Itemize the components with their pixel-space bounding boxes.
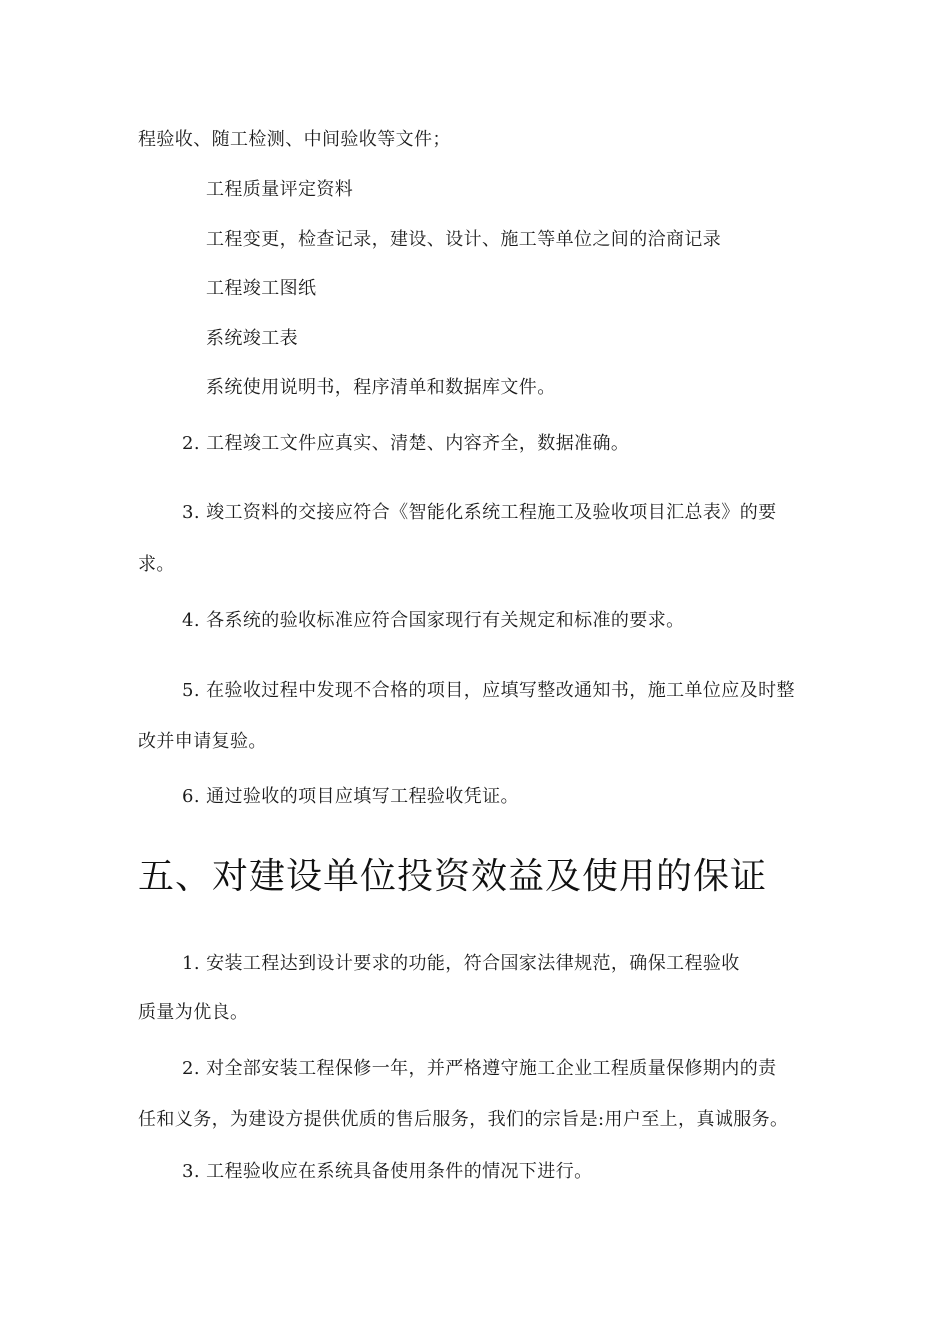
list-item-3-continued: 求。	[138, 554, 175, 575]
section-item-2: 2. 对全部安装工程保修一年，并严格遵守施工企业工程质量保修期内的责	[182, 1058, 777, 1079]
section-item-1-continued: 质量为优良。	[138, 1002, 249, 1023]
list-item-5-continued: 改并申请复验。	[138, 731, 267, 752]
section-heading: 五、对建设单位投资效益及使用的保证	[138, 856, 768, 897]
paragraph-line: 工程变更，检查记录，建设、设计、施工等单位之间的洽商记录	[206, 229, 722, 250]
list-item-4: 4. 各系统的验收标准应符合国家现行有关规定和标准的要求。	[182, 610, 685, 631]
section-item-2-continued: 任和义务，为建设方提供优质的售后服务，我们的宗旨是:用户至上，真诚服务。	[138, 1109, 789, 1130]
section-item-1: 1. 安装工程达到设计要求的功能，符合国家法律规范，确保工程验收	[182, 953, 740, 974]
paragraph-line: 系统竣工表	[206, 328, 298, 349]
paragraph-line: 系统使用说明书，程序清单和数据库文件。	[206, 377, 556, 398]
paragraph-line: 程验收、随工检测、中间验收等文件；	[138, 129, 451, 150]
list-item-3: 3. 竣工资料的交接应符合《智能化系统工程施工及验收项目汇总表》的要	[182, 502, 777, 523]
list-item-6: 6. 通过验收的项目应填写工程验收凭证。	[182, 786, 519, 807]
list-item-5: 5. 在验收过程中发现不合格的项目，应填写整改通知书，施工单位应及时整	[182, 680, 795, 701]
section-item-3: 3. 工程验收应在系统具备使用条件的情况下进行。	[182, 1161, 593, 1182]
list-item-2: 2. 工程竣工文件应真实、清楚、内容齐全，数据准确。	[182, 433, 630, 454]
paragraph-line: 工程质量评定资料	[206, 179, 354, 200]
paragraph-line: 工程竣工图纸	[206, 278, 317, 299]
